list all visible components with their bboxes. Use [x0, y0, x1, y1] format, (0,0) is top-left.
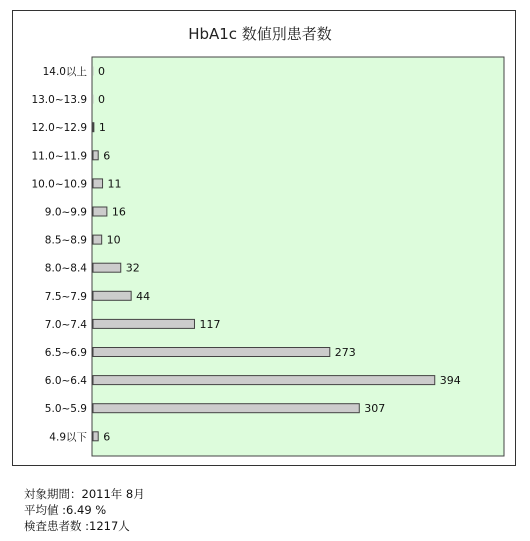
plot-area [92, 57, 504, 456]
category-label: 6.0~6.4 [44, 375, 87, 388]
bar [93, 235, 102, 244]
bar [93, 67, 94, 76]
value-label: 117 [199, 317, 221, 331]
value-label: 307 [364, 402, 386, 416]
category-label: 13.0~13.9 [31, 94, 87, 107]
bar [93, 179, 103, 188]
period-text: 対象期間：2011年 8月 [24, 487, 145, 501]
category-label: 8.5~8.9 [44, 234, 87, 247]
category-label: 14.0以上 [42, 66, 87, 78]
bar [93, 432, 98, 441]
bar [93, 207, 107, 216]
bar [93, 151, 98, 160]
value-label: 0 [98, 65, 105, 78]
value-label: 11 [107, 177, 122, 191]
value-label: 0 [98, 93, 105, 107]
bar [93, 348, 330, 357]
chart-title: HbA1c 数値別患者数 [188, 25, 332, 43]
category-label: 4.9以下 [49, 431, 87, 444]
value-label: 6 [103, 430, 111, 444]
summary-info [24, 486, 145, 534]
category-label: 9.0~9.9 [44, 206, 87, 219]
bar [93, 404, 359, 413]
value-label: 32 [125, 261, 140, 275]
bar [93, 95, 94, 104]
bar [93, 376, 435, 385]
bar [93, 291, 131, 300]
hba1c-bar-chart [13, 11, 515, 465]
value-label: 16 [111, 205, 126, 219]
value-label: 44 [136, 289, 151, 303]
value-label: 10 [106, 233, 121, 247]
category-label: 8.0~8.4 [44, 262, 87, 275]
category-label: 5.0~5.9 [44, 403, 87, 416]
value-label: 273 [334, 346, 356, 359]
category-labels [31, 65, 87, 443]
bar [93, 263, 121, 272]
category-label: 12.0~12.9 [31, 122, 87, 135]
value-label: 6 [103, 149, 111, 163]
chart-frame [12, 10, 516, 466]
average-text: 平均値 :6.49 % [24, 503, 107, 517]
category-label: 6.5~6.9 [44, 347, 87, 359]
category-label: 7.0~7.4 [44, 318, 87, 331]
category-label: 10.0~10.9 [31, 178, 87, 191]
category-label: 11.0~11.9 [31, 150, 87, 163]
category-label: 7.5~7.9 [44, 290, 87, 303]
bar [93, 123, 94, 132]
patient-count-text: 検査患者数 :1217人 [24, 519, 130, 533]
value-label: 1 [98, 121, 106, 135]
bar [93, 319, 194, 328]
value-label: 394 [439, 374, 461, 388]
